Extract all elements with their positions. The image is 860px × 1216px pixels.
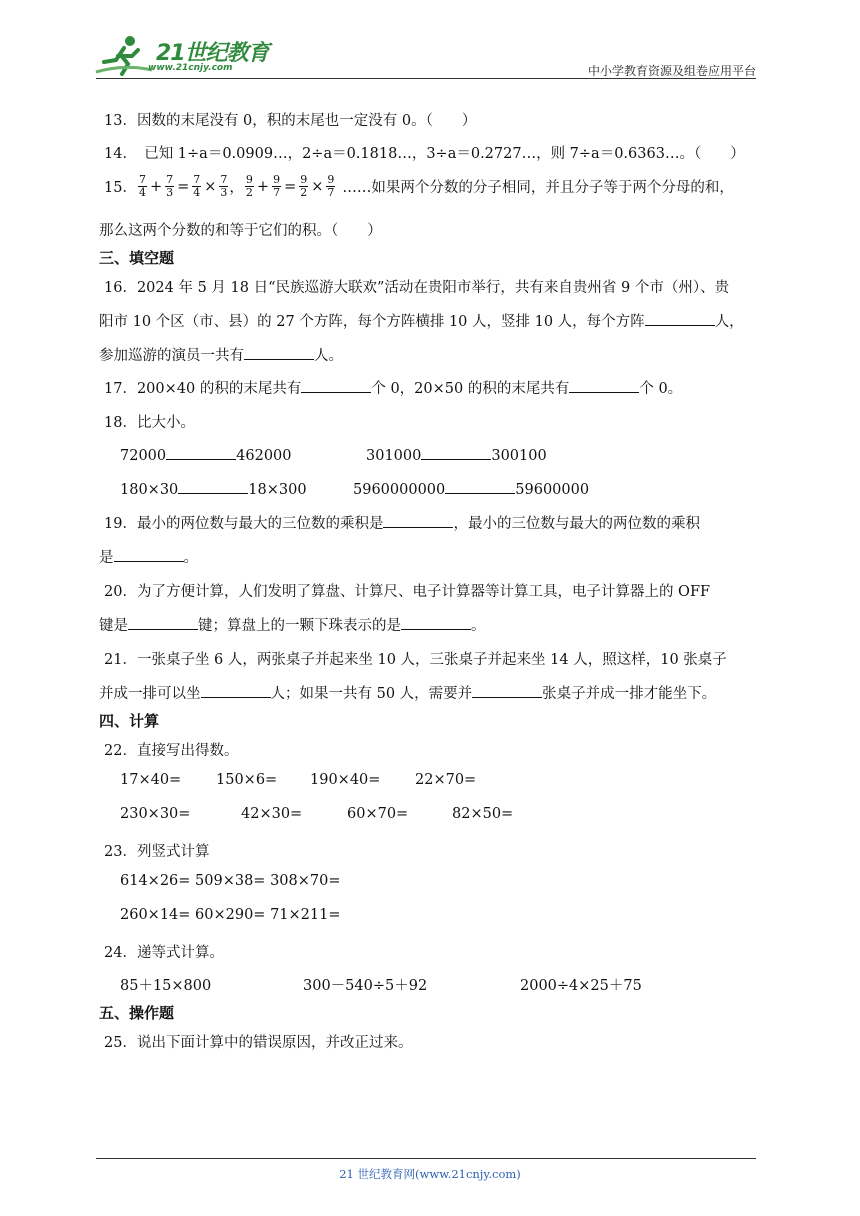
logo-url: www.21cnjy.com — [148, 63, 233, 73]
question-25: 25．说出下面计算中的错误原因，并改正过来。 — [104, 1035, 413, 1051]
answer-blank[interactable] — [383, 513, 453, 528]
section-title-operation: 五、操作题 — [99, 1004, 175, 1022]
operator: + — [256, 178, 270, 195]
calc-item: 230×30= — [120, 806, 191, 822]
fraction: $\frac{9}{2}$ — [300, 173, 308, 199]
question-22-title: 22．直接写出得数。 — [104, 743, 239, 759]
vertical-calc-row: 260×14= 60×290= 71×211= — [120, 907, 341, 923]
footer-divider — [96, 1158, 756, 1159]
calc-item: 60×70= — [347, 806, 409, 822]
calc-item: 190×40= — [310, 772, 381, 788]
question-23-title: 23．列竖式计算 — [104, 844, 210, 860]
compare-item: 180×30 18×300 — [120, 479, 307, 498]
fraction: $\frac{7}{3}$ — [166, 173, 174, 199]
answer-blank[interactable] — [401, 615, 471, 630]
logo — [94, 34, 269, 78]
answer-blank[interactable] — [244, 345, 314, 360]
fraction: $\frac{9}{2}$ — [245, 173, 253, 199]
question-16-line1: 16．2024 年 5 月 18 日“民族巡游大联欢”活动在贵阳市举行，共有来自贵州省 9 个市（州）、贵 — [104, 280, 730, 296]
question-13: 13．因数的末尾没有 0，积的末尾也一定没有 0。（ ） — [104, 113, 477, 129]
calc-item: 22×70= — [415, 772, 477, 788]
question-21-line2: 并成一排可以坐 人；如果一共有 50 人，需要并 张桌子并成一排才能坐下。 — [99, 682, 716, 703]
question-16-line2: 阳市 10 个区（市、县）的 27 个方阵，每个方阵横排 10 人，竖排 10 人，每个方阵 人， — [99, 310, 744, 331]
fraction: $\frac{7}{4}$ — [138, 173, 146, 199]
step-calc-item: 2000÷4×25＋75 — [520, 978, 642, 994]
answer-blank[interactable] — [421, 445, 491, 460]
answer-blank[interactable] — [645, 311, 715, 326]
step-calc-item: 85＋15×800 — [120, 978, 212, 994]
section-title-fill-blank: 三、填空题 — [99, 249, 175, 267]
fraction: $\frac{7}{4}$ — [193, 173, 201, 199]
question-20-line1: 20．为了方便计算，人们发明了算盘、计算尺、电子计算器等计算工具，电子计算器上的 OFF — [104, 584, 711, 600]
question-19-line1: 19．最小的两位数与最大的三位数的乘积是 ，最小的三位数与最大的两位数的乘积 — [104, 512, 700, 533]
calc-item: 82×50= — [452, 806, 514, 822]
operator: = — [177, 178, 190, 195]
question-24-title: 24．递等式计算。 — [104, 945, 224, 961]
section-title-calculation: 四、计算 — [99, 712, 160, 730]
compare-item: 72000 462000 — [120, 445, 292, 464]
answer-blank[interactable] — [178, 479, 248, 494]
calc-item: 17×40= — [120, 772, 182, 788]
fraction: $\frac{9}{7}$ — [327, 173, 335, 199]
compare-item: 5960000000 59600000 — [353, 479, 589, 498]
question-19-line2: 是 。 — [99, 546, 198, 567]
header-divider — [96, 78, 756, 79]
logo-text: 21世纪教育 — [156, 41, 269, 66]
separator: ， — [229, 180, 244, 196]
fraction: $\frac{9}{7}$ — [273, 173, 281, 199]
answer-blank[interactable] — [128, 615, 198, 630]
compare-item: 301000 300100 — [366, 445, 547, 464]
answer-blank[interactable] — [472, 683, 542, 698]
question-15-line2: 那么这两个分数的和等于它们的积。（ ） — [99, 223, 382, 239]
answer-blank[interactable] — [301, 378, 371, 393]
fraction: $\frac{7}{3}$ — [220, 173, 228, 199]
calc-item: 42×30= — [241, 806, 303, 822]
q15-text: ……如果两个分数的分子相同，并且分子等于两个分母的和， — [342, 180, 734, 196]
step-calc-item: 300－540÷5＋92 — [303, 978, 428, 994]
answer-blank[interactable] — [114, 547, 184, 562]
platform-name: 中小学教育资源及组卷应用平台 — [587, 64, 756, 78]
q15-number: 15． — [104, 180, 137, 196]
question-14: 14． 已知 1÷a＝0.0909…，2÷a＝0.1818…，3÷a＝0.2727…，则 7÷a＝0.6363…。（ ） — [104, 146, 745, 162]
question-18-title: 18．比大小。 — [104, 415, 195, 431]
footer-link[interactable]: 21 世纪教育网(www.21cnjy.com) — [339, 1167, 521, 1181]
operator: × — [311, 178, 324, 195]
answer-blank[interactable] — [445, 479, 515, 494]
question-17: 17．200×40 的积的末尾共有 个 0，20×50 的积的末尾共有 个 0。 — [104, 377, 682, 398]
answer-blank[interactable] — [166, 445, 236, 460]
operator: × — [204, 178, 217, 195]
question-21-line1: 21．一张桌子坐 6 人，两张桌子并起来坐 10 人，三张桌子并起来坐 14 人，照这样，10 张桌子 — [104, 652, 727, 668]
answer-blank[interactable] — [201, 683, 271, 698]
question-16-line3: 参加巡游的演员一共有 人。 — [99, 344, 343, 365]
calc-item: 150×6= — [216, 772, 278, 788]
question-15 — [104, 174, 734, 199]
operator: = — [284, 178, 297, 195]
runner-logo-icon — [94, 34, 154, 78]
question-20-line2: 键是 键；算盘上的一颗下珠表示的是 。 — [99, 614, 486, 635]
operator: + — [149, 178, 163, 195]
answer-blank[interactable] — [569, 378, 639, 393]
vertical-calc-row: 614×26= 509×38= 308×70= — [120, 873, 341, 889]
